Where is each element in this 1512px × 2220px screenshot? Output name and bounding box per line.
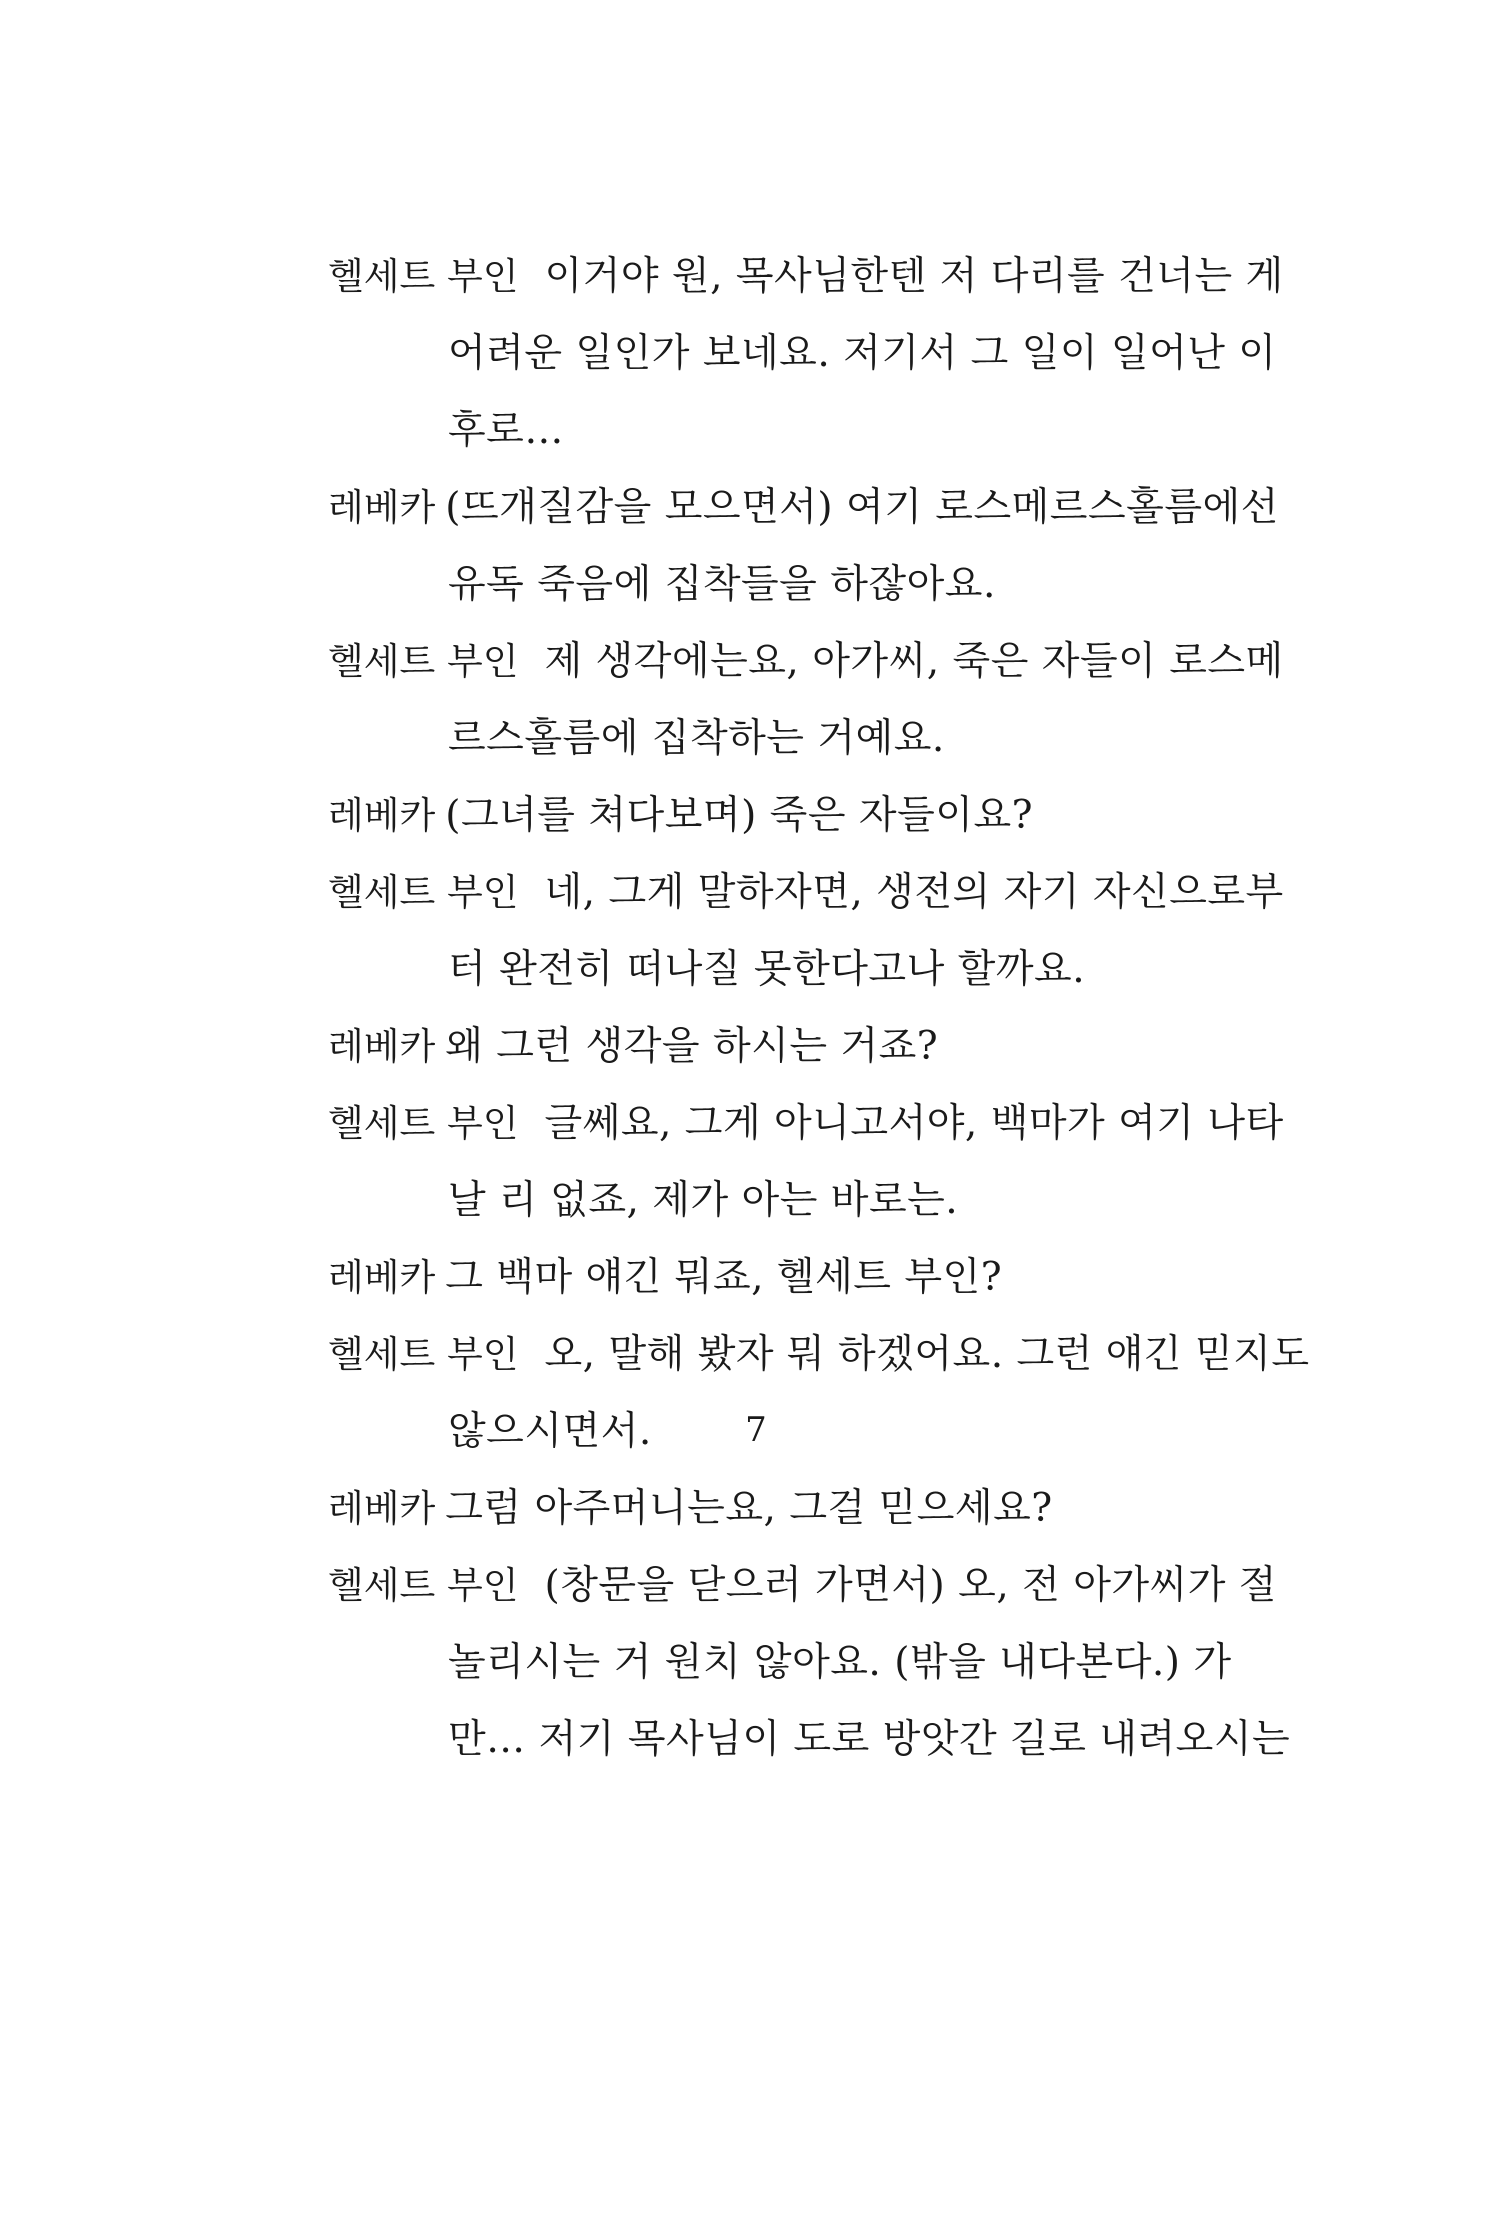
line-text: 이거야 원, 목사님한텐 저 다리를 건너는 게	[544, 254, 1284, 299]
dialogue-line: 만… 저기 목사님이 도로 방앗간 길로 내려오시는	[448, 1717, 1291, 1762]
dialogue-line	[328, 1239, 1258, 1316]
line-text: 왜 그런 생각을 하시는 거죠?	[445, 1024, 939, 1069]
line-text: 그럼 아주머니는요, 그걸 믿으세요?	[445, 1486, 1053, 1531]
speaker-name: 레베카	[328, 1025, 436, 1068]
line-text: (그녀를 쳐다보며) 죽은 자들이요?	[445, 793, 1034, 838]
dialogue-line: 유독 죽음에 집착들을 하잖아요.	[448, 562, 996, 607]
line-text: 제 생각에는요, 아가씨, 죽은 자들이 로스메	[544, 639, 1284, 684]
dialogue-entry	[328, 1547, 1291, 1778]
dialogue-line: 놀리시는 거 원치 않아요. (밖을 내다본다.) 가	[448, 1640, 1232, 1685]
dialogue-line	[328, 1470, 1258, 1547]
dialogue-line	[328, 238, 1284, 315]
dialogue-line	[328, 777, 1258, 854]
line-text: (창문을 닫으러 가면서) 오, 전 아가씨가 절	[544, 1563, 1277, 1608]
speaker-name: 헬세트 부인	[328, 640, 519, 683]
dialogue-line	[328, 1085, 1284, 1162]
dialogue-line: 날 리 없죠, 제가 아는 바로는.	[448, 1178, 959, 1223]
dialogue-line: 터 완전히 떠나질 못한다고나 할까요.	[448, 947, 1086, 992]
dialogue-entry	[328, 469, 1279, 623]
dialogue-line	[328, 1547, 1277, 1624]
dialogue-line	[328, 469, 1279, 546]
dialogue-entry	[328, 623, 1284, 777]
speaker-name: 헬세트 부인	[328, 1564, 519, 1607]
dialogue-entry	[328, 238, 1284, 469]
dialogue-entry	[328, 1239, 1258, 1316]
line-text: (뜨개질감을 모으면서) 여기 로스메르스홀름에선	[445, 485, 1279, 530]
dialogue-entry	[328, 854, 1284, 1008]
speaker-name: 레베카	[328, 1487, 436, 1530]
speaker-name: 헬세트 부인	[328, 871, 519, 914]
speaker-name: 헬세트 부인	[328, 1333, 519, 1376]
speaker-name: 헬세트 부인	[328, 1102, 519, 1145]
dialogue-line	[328, 1008, 1258, 1085]
line-text: 네, 그게 말하자면, 생전의 자기 자신으로부	[544, 870, 1284, 915]
speaker-name: 헬세트 부인	[328, 255, 519, 298]
line-text: 그 백마 얘긴 뭐죠, 헬세트 부인?	[445, 1255, 1003, 1300]
speaker-name: 레베카	[328, 486, 436, 529]
dialogue-entry	[328, 1085, 1284, 1239]
dialogue-body	[328, 238, 1310, 1778]
line-text: 글쎄요, 그게 아니고서야, 백마가 여기 나타	[544, 1101, 1284, 1146]
dialogue-entry	[328, 1008, 1258, 1085]
speaker-name: 레베카	[328, 1256, 436, 1299]
dialogue-line: 르스홀름에 집착하는 거예요.	[448, 716, 945, 761]
line-text: 오, 말해 봤자 뭐 하겠어요. 그런 얘긴 믿지도	[544, 1332, 1310, 1377]
dialogue-entry	[328, 777, 1258, 854]
speaker-name: 레베카	[328, 794, 436, 837]
dialogue-line	[328, 1316, 1310, 1393]
dialogue-entry	[328, 1470, 1258, 1547]
dialogue-line: 후로…	[448, 408, 564, 453]
dialogue-line	[328, 623, 1284, 700]
page-number: 7	[745, 1410, 767, 1450]
dialogue-line	[328, 854, 1284, 931]
dialogue-line: 어려운 일인가 보네요. 저기서 그 일이 일어난 이	[448, 331, 1277, 376]
dialogue-line: 않으시면서.	[448, 1409, 652, 1454]
